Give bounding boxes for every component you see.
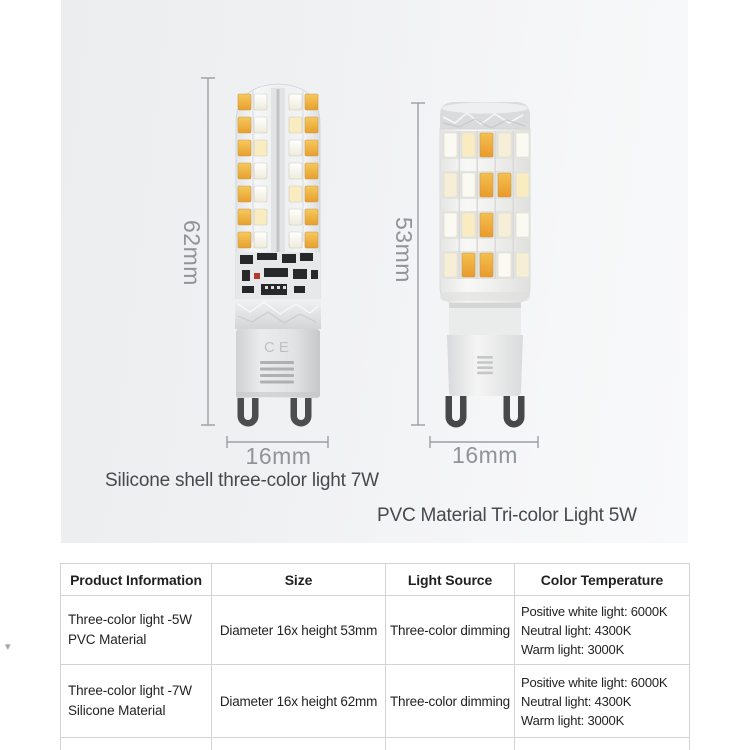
row1-size-cell: Diameter 16x height 53mm xyxy=(212,596,386,665)
row1-product-line1: Three-color light -5W xyxy=(68,612,192,627)
product-photo xyxy=(61,0,688,543)
table-stub-cell xyxy=(212,738,386,750)
width-label-5w: 16mm xyxy=(452,442,518,468)
dimension-lines xyxy=(61,0,688,543)
row1-light-source-cell: Three-color dimming xyxy=(386,596,515,665)
row1-temp-line1: Positive white light: 6000K xyxy=(521,603,668,619)
row2-product-line2: Silicone Material xyxy=(68,703,166,718)
header-color-temperature: Color Temperature xyxy=(515,563,690,596)
height-label-7w: 62mm xyxy=(179,220,205,286)
table-stub-cell xyxy=(515,738,690,750)
row2-product-line1: Three-color light -7W xyxy=(68,683,192,698)
header-product-information: Product Information xyxy=(60,563,212,596)
row1-product-cell xyxy=(60,596,212,665)
row2-temp-line3: Warm light: 3000K xyxy=(521,712,625,728)
caption-silicone-7w: Silicone shell three-color light 7W xyxy=(105,470,379,491)
header-light-source: Light Source xyxy=(386,563,515,596)
row1-temp-line3: Warm light: 3000K xyxy=(521,641,625,657)
table-stub-cell xyxy=(60,738,212,750)
ce-marking: CE xyxy=(264,339,293,356)
table-stub-cell xyxy=(386,738,515,750)
caption-pvc-5w: PVC Material Tri-color Light 5W xyxy=(377,505,637,526)
row2-light-source-cell: Three-color dimming xyxy=(386,665,515,738)
row2-size-cell: Diameter 16x height 62mm xyxy=(212,665,386,738)
header-size: Size xyxy=(212,563,386,596)
row1-color-temperature-cell xyxy=(515,596,690,665)
spec-table xyxy=(60,563,690,750)
row2-product-cell xyxy=(60,665,212,738)
row2-color-temperature-cell xyxy=(515,665,690,738)
width-label-7w: 16mm xyxy=(245,443,312,469)
stray-cursor-artifact: ▾ xyxy=(5,641,11,653)
row1-product-line2: PVC Material xyxy=(68,632,147,647)
row2-temp-line1: Positive white light: 6000K xyxy=(521,674,668,690)
row1-temp-line2: Neutral light: 4300K xyxy=(521,622,632,638)
row2-temp-line2: Neutral light: 4300K xyxy=(521,693,632,709)
height-label-5w: 53mm xyxy=(391,217,417,283)
